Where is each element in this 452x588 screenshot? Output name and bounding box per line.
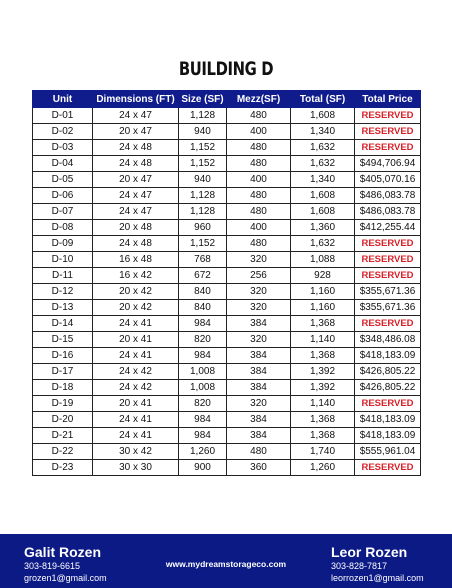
cell-unit: D-23 (33, 460, 93, 476)
cell-total-price: $355,671.36 (355, 284, 421, 300)
cell-total-price: $555,961.04 (355, 444, 421, 460)
cell-total-sf: 928 (291, 268, 355, 284)
cell-unit: D-22 (33, 444, 93, 460)
cell-dimensions: 30 x 42 (93, 444, 179, 460)
cell-total-price: RESERVED (355, 252, 421, 268)
cell-mezz: 320 (227, 300, 291, 316)
cell-total-price: $418,183.09 (355, 348, 421, 364)
cell-size: 820 (179, 332, 227, 348)
cell-dimensions: 20 x 41 (93, 332, 179, 348)
cell-mezz: 384 (227, 380, 291, 396)
contact-right (331, 544, 424, 584)
cell-total-price: RESERVED (355, 396, 421, 412)
table-row (33, 108, 421, 124)
cell-mezz: 320 (227, 332, 291, 348)
cell-unit: D-05 (33, 172, 93, 188)
table-row (33, 220, 421, 236)
cell-unit: D-07 (33, 204, 93, 220)
cell-total-price: $405,070.16 (355, 172, 421, 188)
cell-total-price: $426,805.22 (355, 364, 421, 380)
cell-total-sf: 1,360 (291, 220, 355, 236)
cell-dimensions: 24 x 48 (93, 140, 179, 156)
cell-total-sf: 1,340 (291, 172, 355, 188)
cell-unit: D-10 (33, 252, 93, 268)
table-row (33, 428, 421, 444)
cell-unit: D-02 (33, 124, 93, 140)
cell-dimensions: 24 x 42 (93, 380, 179, 396)
cell-total-price: RESERVED (355, 108, 421, 124)
cell-unit: D-13 (33, 300, 93, 316)
cell-size: 1,128 (179, 204, 227, 220)
table-row (33, 252, 421, 268)
cell-unit: D-08 (33, 220, 93, 236)
cell-total-price: RESERVED (355, 140, 421, 156)
cell-total-sf: 1,368 (291, 348, 355, 364)
cell-mezz: 384 (227, 428, 291, 444)
cell-size: 900 (179, 460, 227, 476)
cell-unit: D-19 (33, 396, 93, 412)
cell-mezz: 480 (227, 236, 291, 252)
cell-dimensions: 20 x 41 (93, 396, 179, 412)
website-link[interactable]: www.mydreamstorageco.com (165, 559, 287, 569)
cell-dimensions: 16 x 48 (93, 252, 179, 268)
header-total-sf: Total (SF) (291, 91, 355, 108)
table-row (33, 348, 421, 364)
cell-total-price: $486,083.78 (355, 204, 421, 220)
cell-size: 1,008 (179, 380, 227, 396)
contact-name: Galit Rozen (24, 544, 102, 560)
table-row (33, 268, 421, 284)
cell-mezz: 320 (227, 252, 291, 268)
cell-mezz: 384 (227, 364, 291, 380)
table-row (33, 412, 421, 428)
cell-unit: D-14 (33, 316, 93, 332)
cell-unit: D-01 (33, 108, 93, 124)
cell-mezz: 400 (227, 124, 291, 140)
cell-dimensions: 20 x 42 (93, 300, 179, 316)
cell-unit: D-21 (33, 428, 93, 444)
cell-size: 940 (179, 172, 227, 188)
cell-total-sf: 1,088 (291, 252, 355, 268)
cell-dimensions: 24 x 41 (93, 428, 179, 444)
header-mezz: Mezz(SF) (227, 91, 291, 108)
cell-mezz: 320 (227, 284, 291, 300)
cell-unit: D-20 (33, 412, 93, 428)
cell-total-sf: 1,608 (291, 108, 355, 124)
cell-unit: D-03 (33, 140, 93, 156)
table-row (33, 188, 421, 204)
cell-total-sf: 1,340 (291, 124, 355, 140)
contact-left (24, 544, 107, 584)
cell-total-sf: 1,368 (291, 428, 355, 444)
cell-unit: D-15 (33, 332, 93, 348)
cell-total-price: $418,183.09 (355, 412, 421, 428)
cell-size: 840 (179, 300, 227, 316)
cell-total-price: $418,183.09 (355, 428, 421, 444)
cell-total-sf: 1,140 (291, 332, 355, 348)
cell-mezz: 480 (227, 156, 291, 172)
cell-total-sf: 1,632 (291, 156, 355, 172)
cell-mezz: 320 (227, 396, 291, 412)
units-table-body (33, 108, 421, 476)
cell-size: 1,152 (179, 140, 227, 156)
cell-mezz: 480 (227, 140, 291, 156)
cell-dimensions: 20 x 42 (93, 284, 179, 300)
contact-phone: 303-828-7817 (331, 561, 388, 571)
cell-unit: D-04 (33, 156, 93, 172)
cell-total-price: RESERVED (355, 268, 421, 284)
table-row (33, 284, 421, 300)
cell-unit: D-11 (33, 268, 93, 284)
cell-total-sf: 1,608 (291, 204, 355, 220)
table-row (33, 156, 421, 172)
cell-size: 1,128 (179, 188, 227, 204)
table-row (33, 124, 421, 140)
page-title: BUILDING D (178, 58, 274, 80)
cell-mezz: 384 (227, 412, 291, 428)
cell-size: 984 (179, 316, 227, 332)
cell-dimensions: 20 x 48 (93, 220, 179, 236)
cell-dimensions: 24 x 41 (93, 348, 179, 364)
table-row (33, 300, 421, 316)
cell-dimensions: 24 x 41 (93, 316, 179, 332)
cell-total-price: $355,671.36 (355, 300, 421, 316)
cell-dimensions: 20 x 47 (93, 172, 179, 188)
cell-size: 820 (179, 396, 227, 412)
cell-unit: D-12 (33, 284, 93, 300)
cell-total-sf: 1,632 (291, 140, 355, 156)
cell-unit: D-16 (33, 348, 93, 364)
cell-dimensions: 24 x 47 (93, 188, 179, 204)
table-row (33, 444, 421, 460)
header-total-price: Total Price (355, 91, 421, 108)
table-row (33, 316, 421, 332)
table-header-row (33, 91, 421, 108)
cell-total-price: $486,083.78 (355, 188, 421, 204)
cell-size: 672 (179, 268, 227, 284)
cell-unit: D-17 (33, 364, 93, 380)
header-dimensions: Dimensions (FT) (93, 91, 179, 108)
cell-dimensions: 24 x 47 (93, 204, 179, 220)
cell-total-sf: 1,140 (291, 396, 355, 412)
table-row (33, 332, 421, 348)
cell-total-sf: 1,632 (291, 236, 355, 252)
cell-total-sf: 1,368 (291, 316, 355, 332)
cell-mezz: 400 (227, 172, 291, 188)
cell-unit: D-06 (33, 188, 93, 204)
table-row (33, 396, 421, 412)
cell-total-price: RESERVED (355, 460, 421, 476)
cell-total-sf: 1,160 (291, 300, 355, 316)
cell-total-sf: 1,740 (291, 444, 355, 460)
cell-total-price: $426,805.22 (355, 380, 421, 396)
cell-size: 1,152 (179, 236, 227, 252)
cell-total-sf: 1,392 (291, 380, 355, 396)
table-row (33, 364, 421, 380)
cell-dimensions: 20 x 47 (93, 124, 179, 140)
cell-dimensions: 24 x 48 (93, 156, 179, 172)
cell-total-sf: 1,368 (291, 412, 355, 428)
cell-dimensions: 24 x 41 (93, 412, 179, 428)
cell-size: 840 (179, 284, 227, 300)
cell-size: 768 (179, 252, 227, 268)
cell-total-price: RESERVED (355, 124, 421, 140)
contact-email: grozen1@gmail.com (24, 573, 107, 583)
cell-mezz: 384 (227, 348, 291, 364)
cell-size: 1,260 (179, 444, 227, 460)
cell-dimensions: 24 x 47 (93, 108, 179, 124)
cell-total-sf: 1,160 (291, 284, 355, 300)
cell-total-price: $494,706.94 (355, 156, 421, 172)
contact-name: Leor Rozen (331, 544, 408, 560)
header-size: Size (SF) (179, 91, 227, 108)
cell-total-price: RESERVED (355, 316, 421, 332)
cell-total-price: $412,255.44 (355, 220, 421, 236)
contact-phone: 303-819-6615 (24, 561, 81, 571)
cell-dimensions: 30 x 30 (93, 460, 179, 476)
cell-dimensions: 24 x 42 (93, 364, 179, 380)
cell-mezz: 480 (227, 444, 291, 460)
units-table (32, 90, 421, 476)
table-row (33, 172, 421, 188)
cell-total-sf: 1,392 (291, 364, 355, 380)
cell-total-sf: 1,608 (291, 188, 355, 204)
cell-mezz: 480 (227, 188, 291, 204)
cell-mezz: 360 (227, 460, 291, 476)
cell-dimensions: 16 x 42 (93, 268, 179, 284)
cell-total-price: RESERVED (355, 236, 421, 252)
cell-mezz: 400 (227, 220, 291, 236)
cell-size: 984 (179, 412, 227, 428)
cell-mezz: 256 (227, 268, 291, 284)
table-row (33, 460, 421, 476)
cell-total-sf: 1,260 (291, 460, 355, 476)
table-row (33, 204, 421, 220)
cell-mezz: 480 (227, 108, 291, 124)
header-unit: Unit (33, 91, 93, 108)
cell-dimensions: 24 x 48 (93, 236, 179, 252)
cell-size: 984 (179, 428, 227, 444)
cell-total-price: $348,486.08 (355, 332, 421, 348)
cell-size: 1,152 (179, 156, 227, 172)
table-row (33, 140, 421, 156)
table-row (33, 236, 421, 252)
cell-size: 960 (179, 220, 227, 236)
cell-mezz: 480 (227, 204, 291, 220)
cell-size: 984 (179, 348, 227, 364)
cell-size: 1,128 (179, 108, 227, 124)
contact-footer (0, 534, 452, 588)
table-row (33, 380, 421, 396)
cell-size: 940 (179, 124, 227, 140)
contact-email: leorrozen1@gmail.com (331, 573, 424, 583)
cell-unit: D-18 (33, 380, 93, 396)
cell-size: 1,008 (179, 364, 227, 380)
cell-unit: D-09 (33, 236, 93, 252)
cell-mezz: 384 (227, 316, 291, 332)
